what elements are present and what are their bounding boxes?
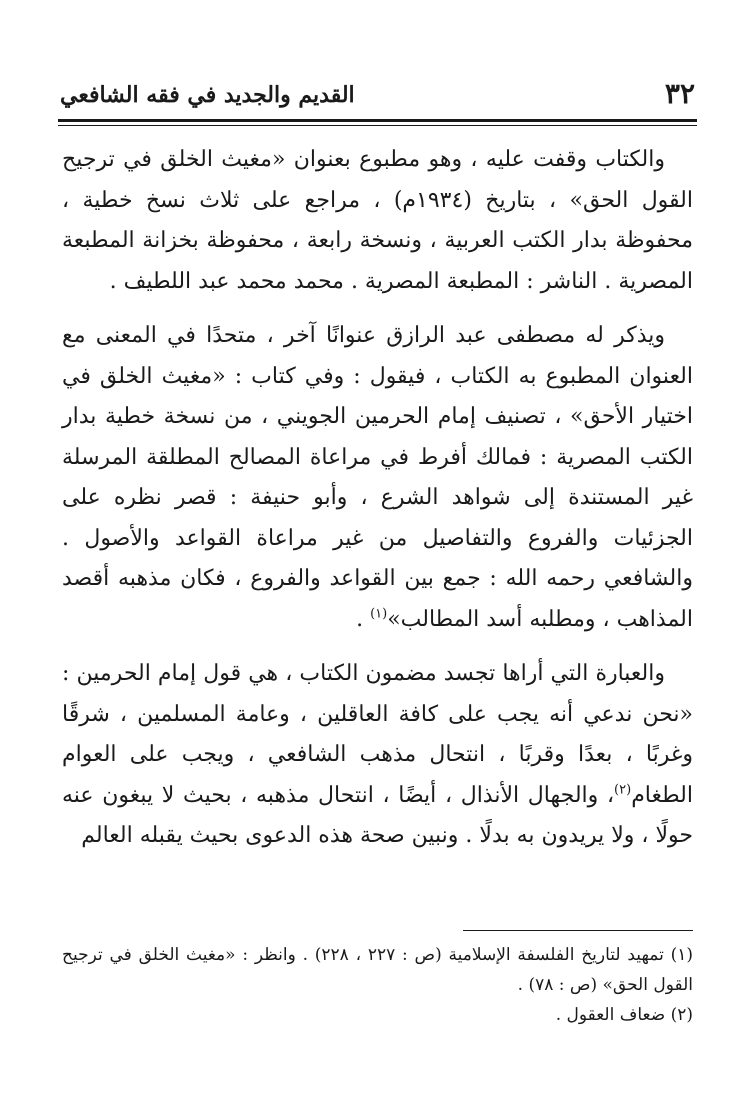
paragraph-3-text: والعبارة التي أراها تجسد مضمون الكتاب ، هي قول إمام الحرمين : «نحن ندعي أنه يجب على كافة العاقلين ، وعامة المسلمين ، شرقًا وغربًا ، بعدًا وقربًا ، انتحال مذهب الشافعي ، ويجب على العوام الطغام bbox=[62, 661, 693, 808]
paragraph-2 bbox=[62, 316, 693, 640]
paragraph-2-text: ويذكر له مصطفى عبد الرازق عنوانًا آخر ، متحدًا في المعنى مع العنوان المطبوع به الكتاب ، فيقول : وفي كتاب : «مغيث الخلق في اختيار الأحق» ، تصنيف إمام الحرمين الجويني ، من نسخة خطية بدار الكتب المصرية : فمالك أفرط في مراعاة المصالح المطلقة المرسلة غير المستندة إلى شواهد الشرع ، وأبو حنيفة : قصر نظره على الجزئيات والفروع والتفاصيل من غير مراعاة القواعد والأصول . والشافعي رحمه الله : جمع بين القواعد والفروع ، فكان مذهبه أقصد المذاهب ، ومطلبه أسد المطالب» bbox=[62, 323, 693, 632]
running-title: القديم والجديد في فقه الشافعي bbox=[60, 82, 355, 108]
footnote-2: (٢) ضعاف العقول . bbox=[555, 1005, 693, 1025]
paragraph-1-text: والكتاب وقفت عليه ، وهو مطبوع بعنوان «مغيث الخلق في ترجيح القول الحق» ، بتاريخ (١٩٣٤م) ، مراجع على ثلاث نسخ خطية ، محفوظة بدار الكتب العربية ، ونسخة رابعة ، محفوظة بخزانة المطبعة المصرية . الناشر : المطبعة المصرية . محمد محمد عبد اللطيف . bbox=[62, 147, 693, 294]
page-header bbox=[60, 68, 695, 114]
footnote-ref-1[interactable]: (١) bbox=[370, 606, 388, 622]
header-rule-thin bbox=[58, 125, 697, 126]
footnote-1: (١) تمهيد لتاريخ الفلسفة الإسلامية (ص : ٢٢٧ ، ٢٢٨) . وانظر : «مغيث الخلق في ترجيح القول الحق» (ص : ٧٨) . bbox=[62, 945, 694, 995]
paragraph-3-continuation: ، والجهال الأنذال ، أيضًا ، انتحال مذهبه ، بحيث لا يبغون عنه حولًا ، ولا يريدون به بدلًا . ونبين صحة هذه الدعوى بحيث يقبله العالم bbox=[62, 782, 693, 848]
header-rule-thick bbox=[58, 119, 697, 122]
page-number: ٣٢ bbox=[664, 77, 695, 110]
main-text bbox=[62, 140, 693, 871]
footnote-separator bbox=[463, 930, 693, 931]
footnotes bbox=[62, 940, 693, 1030]
footnote-ref-2[interactable]: (٢) bbox=[614, 782, 632, 798]
paragraph-1 bbox=[62, 140, 693, 302]
paragraph-3 bbox=[62, 654, 693, 857]
paragraph-2-end: . bbox=[356, 606, 371, 632]
